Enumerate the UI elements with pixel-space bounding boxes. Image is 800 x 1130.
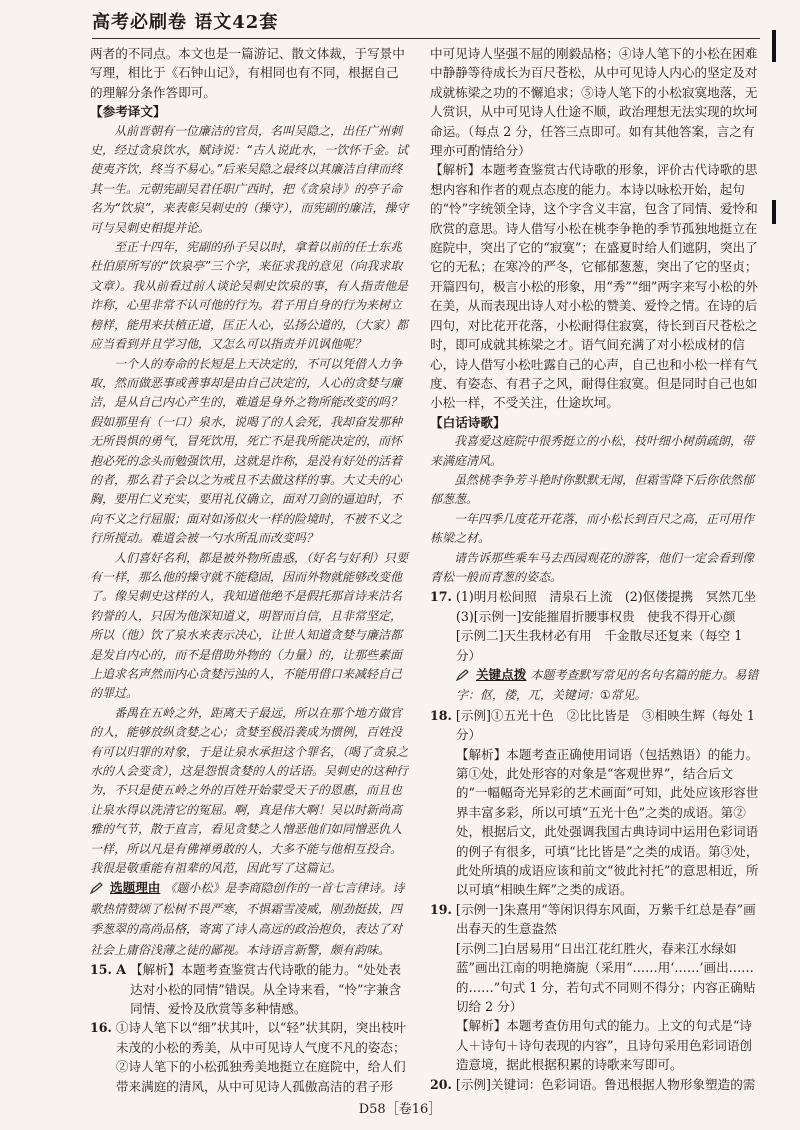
question-19 <box>430 900 760 1075</box>
q17-line: (1)明月松间照 清泉石上流 (2)伛偻提携 冥然兀坐 <box>455 589 757 605</box>
q19-line: [示例一]朱熹用“等闲识得东风面，万紫千红总是春”画出春天的生意盎然 <box>455 901 756 937</box>
q18-line: [示例]①五光十色 ②比比皆是 ③相映生辉（每处 1 分） <box>455 707 755 743</box>
baihua-paragraph: 虽然桃李争芳斗艳时你默默无闻，但霜雪降下后你依然郁郁葱葱。 <box>430 472 755 507</box>
question-20 <box>430 1075 760 1094</box>
translation-label: 【参考译文】 <box>90 104 166 120</box>
q16-number: 16. <box>90 1020 112 1036</box>
pen-icon <box>456 669 470 681</box>
q18-number: 18. <box>430 707 452 723</box>
page-footer: D58［卷16］ <box>358 1102 442 1117</box>
q16-text: ①诗人笔下以“细”状其叶，以“轻”状其阴，突出枝叶未茂的小松的秀美，从中可见诗人气度不凡的姿态；②诗人笔下的小松孤独秀美地挺立在庭院中，给人们带来满庭的清风，从中可见诗人孤傲高洁的君子形 <box>115 1020 407 1094</box>
q17-number: 17. <box>430 589 452 605</box>
right-column <box>430 44 760 1094</box>
q17-note-label: 关键点拨 <box>475 667 527 682</box>
baihua-paragraph: 请告诉那些乘车马去西园观花的游客，他们一定会看到像青松一般而青葱的姿态。 <box>430 550 755 584</box>
page-header: 高考必刷卷 语文42套 <box>92 12 279 33</box>
analysis-text: 【解析】本题考查鉴赏古代诗歌的形象，评价古代诗歌的思想内容和作者的观点态度的能力。本诗以咏松开始，起句的“怜”字统领全诗，这个字含义丰富，包含了同情、爱怜和欣赏的意思。诗人借写小松在桃李争艳的季节孤独地挺立在庭院中，突出了它的“寂寞”；在盛夏时给人们遮阴，突出了它的无私；在寒冷的严冬，它郁郁葱葱，突出了它的坚贞；开篇四句，极言小松的形象，用“秀”“细”两字来写小松的外在美，从而表现出诗人对小松的赞美、爱怜之情。在诗的后四句，对比花开花落，小松耐得住寂寞，待长到百尺苍松之时，即可成就其栋梁之才。语气间充满了对小松成材的信心，诗人借写小松吐露自己的心声，自己也和小松一样有气度、有姿态、有君子之风，耐得住寂寞。但是同时自己也如小松一样，不受关注，仕途坎坷。 <box>430 162 759 411</box>
page-edge-mark <box>772 30 776 62</box>
q15-text: 【解析】本题考查鉴赏古代诗歌的能力。“处处表达对小松的同情”错误。从全诗来看，“怜”字兼含同情、爱怜及欣赏等多种情感。 <box>130 962 402 1016</box>
baihua-label: 【白话诗歌】 <box>430 414 506 430</box>
q18-line: 【解析】本题考查正确使用词语（包括熟语）的能力。第①处，此处形容的对象是“客观世界”，结合后文的“一幅幅奇光异彩的艺术画面”可知，此处应该形容世界丰富多彩，所以可填“五光十色”之类的成语。第②处，根据后文，此处强调我国古典诗词中运用色彩词语的例子有很多，可填“比比皆是”之类的成语。第③处，此处所填的成语应该和前文“彼此衬托”的意思相近，所以可填“相映生辉”之类的成语。 <box>455 746 759 898</box>
xuanti-block <box>90 878 410 960</box>
translation-paragraph: 从前晋朝有一位廉洁的官员，名叫吴隐之，出任广州刺史，经过贪泉饮水，赋诗说：“古人说此水，一饮怀千金。试使夷齐饮，终当不易心。”后来吴隐之最终以其廉洁自律而终其一生。元朝宪副吴君任职广西时，把《贪泉诗》的亭子命名为“饮泉”，来表彰吴刺史的（操守），而宪副的廉洁，操守可与吴刺史相提并论。 <box>90 123 409 235</box>
translation-paragraph: 一个人的寿命的长短是上天决定的，不可以凭借人力争取，然而做恶事或善事却是由自己决定的，人心的贪婪与廉洁，是从自己内心产生的，难道是身外之物所能改变的吗？假如那里有（一口）泉水，说喝了的人会死，我却奋发那种无所畏惧的勇气，冒死饮用，死亡不是我所能决定的，而怀抱必死的念头而勉强饮用，这就是诈称，是没有好处的活着的者，那么君子会以之为戒且不去做这样的事。大丈夫的心胸，要用仁义充实，要用礼仪确立，面对刀剑的逼迫时，不向不义之行屈服；面对如汤似火一样的险境时，不被不义之行所搅动。难道会被一勺水所乱而改变吗？ <box>90 356 403 546</box>
intro-text: 两者的不同点。本文也是一篇游记、散文体裁，于写景中写理，相比于《石钟山记》，有相同也有不同，根据自己的理解分条作答即可。 <box>90 46 405 100</box>
translation-paragraph: 番禺在五岭之外，距离天子最远，所以在那个地方做官的人，能够放纵贪婪之心；贪婪至极沿袭成为惯例，百姓没有可以归罪的对象，于是让泉水承担这个罪名，（喝了贪泉之水的人会变贪），这是怨恨贪婪的人的话语。吴刺史的这种行为，不只是使五岭之外的百姓开始蒙受天子的恩惠，而且也让泉水得以洗清它的冤屈。啊，真是伟大啊！吴以时新尚高雅的气节，散于直言，看见贪婪之人憎恶他们如同憎恶仇人一样，所以凡是有佛禅勇敢的人，大多不能与他相互投合。我很是敬重能有祖辈的风范，因此写了这篇记。 <box>90 705 409 876</box>
question-17 <box>430 587 760 705</box>
question-16 <box>90 1018 410 1094</box>
q19-line: 【解析】本题考查仿用句式的能力。上文的句式是“诗人＋诗句＋诗句表现的内容”，且诗句采用色彩词语创造意境，据此根据积累的诗歌来写即可。 <box>455 1018 753 1073</box>
question-15 <box>90 960 410 1018</box>
q19-number: 19. <box>430 901 452 917</box>
q17-note <box>456 665 760 706</box>
q15-number: 15. A <box>90 962 127 978</box>
q20-number: 20. <box>430 1076 452 1092</box>
question-18 <box>430 706 760 900</box>
q16-continued: 中可见诗人坚强不屈的刚毅品格；④诗人笔下的小松在困难中静静等待成长为百尺苍松，从中可见诗人内心的坚定及对成就栋梁之功的不懈追求；⑤诗人笔下的小松寂寞地落，无人赏识，从中可见诗人仕途不顺，政治理想无法实现的坎坷命运。（每点 2 分，任答三点即可。如有其他答案，言之有理亦可酌情给分） <box>430 46 758 159</box>
left-column <box>90 44 410 1094</box>
q17-line: (3)[示例一]安能摧眉折腰事权贵 使我不得开心颜 [示例二]天生我材必有用 千金散尽还复来（每空 1 分） <box>455 608 749 663</box>
translation-paragraph: 人们喜好名利，都是被外物所蛊惑，（好名与好利）只要有一样，那么他的操守就不能稳固，因而外物就能够改变他了。像吴刺史这样的人，我知道他绝不是假托那首诗来沽名钓誉的人，只因为他深知道义，明智而自信，且非常坚定，所以（他）饮了泉水来表示决心，让世人知道贪婪与廉洁都是发自内心的，而不是借助外物的（力量）的，让那些素面上追求名声然而内心贪婪污浊的人，不能用借口来减轻自己的罪过。 <box>90 550 409 701</box>
q17-note-text: 本题考查默写常见的名句名篇的能力。易错字：伛，偻，兀，关键词：①常见。 <box>455 668 759 703</box>
xuanti-label: 选题理由 <box>110 880 161 896</box>
baihua-paragraph: 一年四季几度花开花落，而小松长到百尺之高，正可用作栋梁之材。 <box>430 511 755 546</box>
page-edge-mark <box>772 200 776 224</box>
xuanti-text: 《题小松》是李商隐创作的一首七言律诗。诗歌热情赞颂了松树不畏严寒，不惧霜雪凌威，刚劲挺拔，四季葱翠的高尚品格，寄寓了诗人高远的政治抱负，表达了对社会上庸俗浅薄之徒的鄙视。本诗语言新警，颇有韵味。 <box>90 881 405 957</box>
pen-icon <box>90 882 104 894</box>
q20-text: [示例]关键词：色彩词语。鲁迅根据人物形象塑造的需 <box>455 1076 756 1092</box>
translation-paragraph: 至正十四年，宪副的孙子吴以时，拿着以前的任士东兆杜伯原所写的“饮泉亭”三个字，来征求我的意见（向我求取文章）。我从前看过前人谈论吴刺史饮泉的事，有人指责他是诈称，心里非常不认可他的行为。君子用自身的行为来树立榜样，能用来扶植正道，匡正人心，弘扬公道的，（大家）都应当看到并且学习他，又怎么可以指责并讥讽他呢？ <box>90 240 409 352</box>
baihua-paragraph: 我喜爱这庭院中很秀挺立的小松，枝叶细小树荫疏朗，带来满庭清风。 <box>430 434 755 468</box>
q19-line: [示例二]白居易用“日出江花红胜火，春来江水绿如蓝”画出江南的明艳旖旎（采用“……用‘……’画出……的……”句式 1 分，若句式不同则不得分；内容正确贴切给 2 分） <box>455 940 756 1014</box>
header-rule <box>92 38 760 39</box>
